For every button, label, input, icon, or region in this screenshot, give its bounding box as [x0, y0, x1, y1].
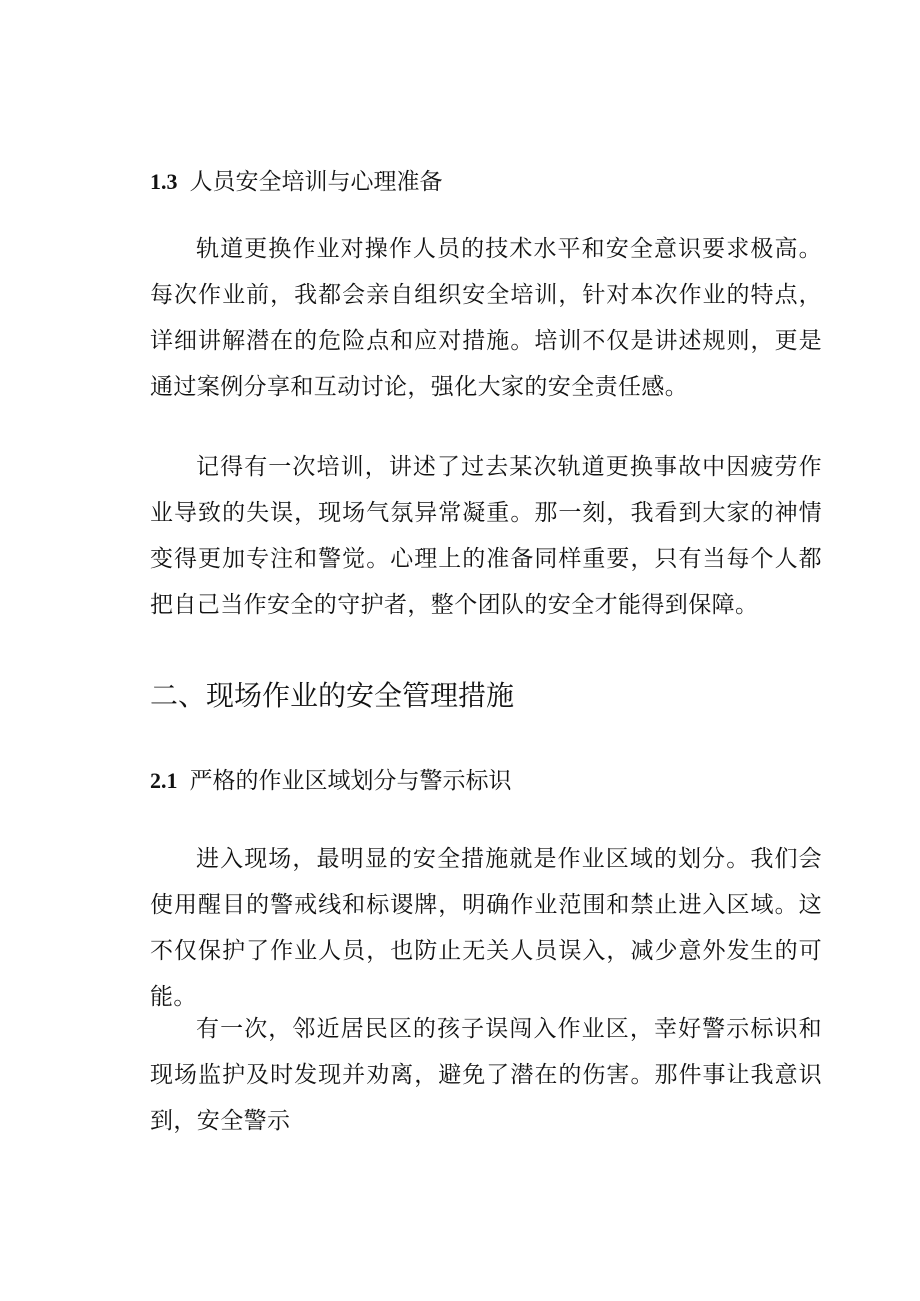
section-heading-2-1 — [150, 766, 512, 796]
section-title: 严格的作业区域划分与警示标识 — [189, 768, 512, 794]
section-heading-1-3 — [150, 167, 443, 197]
section-title: 人员安全培训与心理准备 — [189, 169, 443, 195]
paragraph: 轨道更换作业对操作人员的技术水平和安全意识要求极高。每次作业前，我都会亲自组织安全培训，针对本次作业的特点，详细讲解潜在的危险点和应对措施。培训不仅是讲述规则，更是通过案例分享和互动讨论，强化大家的安全责任感。 — [150, 236, 822, 400]
paragraph: 有一次，邻近居民区的孩子误闯入作业区，幸好警示标识和现场监护及时发现并劝离，避免了潜在的伤害。那件事让我意识到，安全警示 — [150, 1016, 822, 1134]
paragraph: 记得有一次培训，讲述了过去某次轨道更换事故中因疲劳作业导致的失误，现场气氛异常凝重。那一刻，我看到大家的神情变得更加专注和警觉。心理上的准备同样重要，只有当每个人都把自己当作安全的守护者，整个团队的安全才能得到保障。 — [150, 454, 822, 618]
section-number: 1.3 — [150, 169, 178, 194]
section-number: 2.1 — [150, 768, 178, 793]
paragraph: 进入现场，最明显的安全措施就是作业区域的划分。我们会使用醒目的警戒线和标谡牌，明确作业范围和禁止进入区域。这不仅保护了作业人员，也防止无关人员误入，减少意外发生的可能。 — [150, 846, 822, 1010]
chapter-heading: 二、现场作业的安全管理措施 — [150, 679, 515, 712]
